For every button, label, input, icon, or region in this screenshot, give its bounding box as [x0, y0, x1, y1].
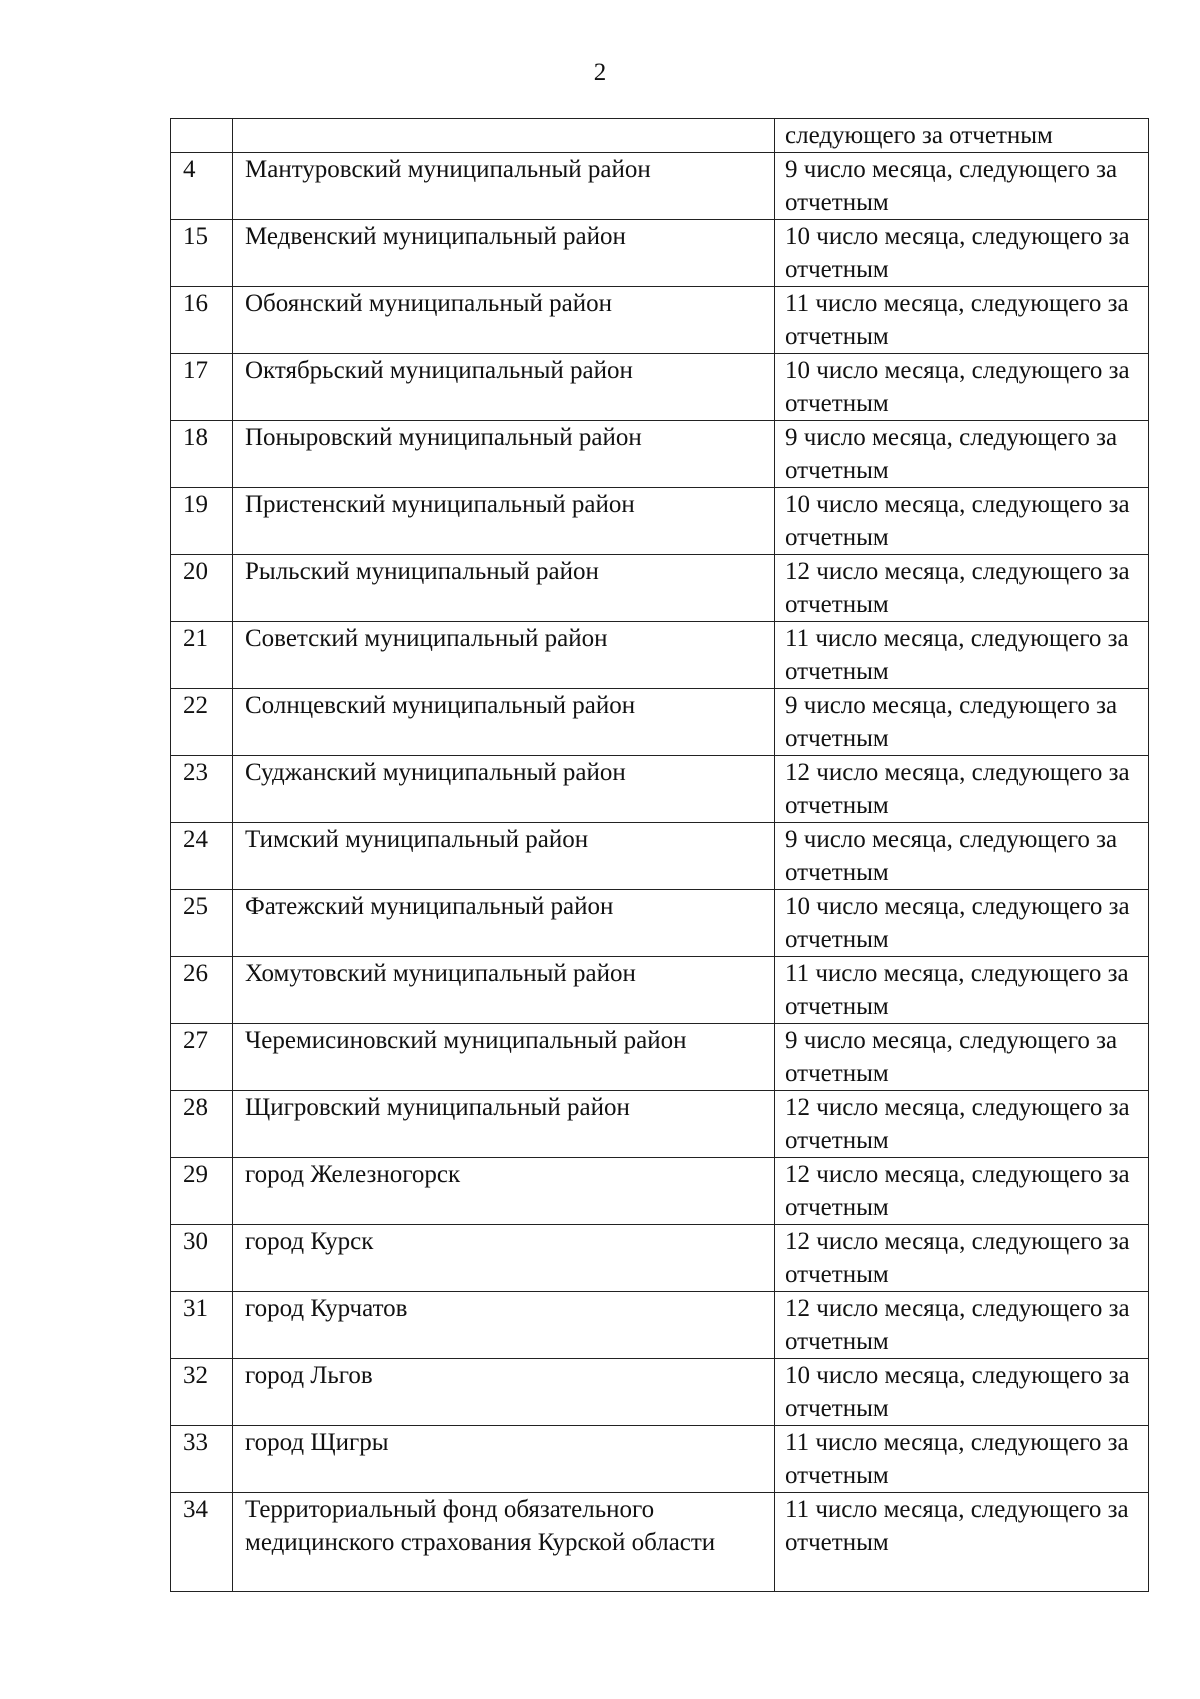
cell-number: 24: [171, 823, 233, 890]
cell-organization: город Курск: [233, 1225, 775, 1292]
cell-deadline: 12 число месяца, следующего за отчетным: [775, 756, 1149, 823]
cell-organization: Поныровский муниципальный район: [233, 421, 775, 488]
cell-deadline: 10 число месяца, следующего за отчетным: [775, 488, 1149, 555]
cell-number: 29: [171, 1158, 233, 1225]
table-row: [171, 287, 1149, 354]
table-row: [171, 756, 1149, 823]
table-body: [171, 119, 1149, 1592]
cell-organization: Фатежский муниципальный район: [233, 890, 775, 957]
table-row: [171, 1225, 1149, 1292]
cell-organization: [233, 119, 775, 153]
cell-deadline: 10 число месяца, следующего за отчетным: [775, 354, 1149, 421]
cell-number: 20: [171, 555, 233, 622]
cell-organization: Обоянский муниципальный район: [233, 287, 775, 354]
reporting-schedule-table: [170, 118, 1149, 1592]
cell-deadline: следующего за отчетным: [775, 119, 1149, 153]
cell-organization: Солнцевский муниципальный район: [233, 689, 775, 756]
cell-deadline: 12 число месяца, следующего за отчетным: [775, 1292, 1149, 1359]
cell-number: 33: [171, 1426, 233, 1493]
cell-organization: Пристенский муниципальный район: [233, 488, 775, 555]
table-row: [171, 421, 1149, 488]
table-row: [171, 354, 1149, 421]
table-row: [171, 622, 1149, 689]
table-row: [171, 1158, 1149, 1225]
cell-deadline: 10 число месяца, следующего за отчетным: [775, 1359, 1149, 1426]
table-row-continuation: [171, 119, 1149, 153]
cell-number: 15: [171, 220, 233, 287]
cell-deadline: 11 число месяца, следующего за отчетным: [775, 287, 1149, 354]
table-row: [171, 1292, 1149, 1359]
table-row: [171, 1426, 1149, 1493]
table-row: [171, 555, 1149, 622]
cell-deadline: 12 число месяца, следующего за отчетным: [775, 555, 1149, 622]
cell-deadline: 12 число месяца, следующего за отчетным: [775, 1158, 1149, 1225]
cell-organization: город Льгов: [233, 1359, 775, 1426]
cell-deadline: 10 число месяца, следующего за отчетным: [775, 220, 1149, 287]
cell-organization: Суджанский муниципальный район: [233, 756, 775, 823]
cell-number: 26: [171, 957, 233, 1024]
cell-number: 23: [171, 756, 233, 823]
cell-deadline: 9 число месяца, следующего за отчетным: [775, 153, 1149, 220]
table-row: [171, 689, 1149, 756]
cell-number: 19: [171, 488, 233, 555]
table-row: [171, 1359, 1149, 1426]
cell-number: 16: [171, 287, 233, 354]
table-row: [171, 823, 1149, 890]
cell-organization: Черемисиновский муниципальный район: [233, 1024, 775, 1091]
cell-organization: Рыльский муниципальный район: [233, 555, 775, 622]
cell-organization: город Железногорск: [233, 1158, 775, 1225]
table-row: [171, 1024, 1149, 1091]
cell-organization: Медвенский муниципальный район: [233, 220, 775, 287]
cell-deadline: 11 число месяца, следующего за отчетным: [775, 1493, 1149, 1592]
cell-number: 31: [171, 1292, 233, 1359]
cell-number: 25: [171, 890, 233, 957]
cell-deadline: 9 число месяца, следующего за отчетным: [775, 689, 1149, 756]
cell-deadline: 12 число месяца, следующего за отчетным: [775, 1091, 1149, 1158]
cell-organization: Советский муниципальный район: [233, 622, 775, 689]
cell-organization: Хомутовский муниципальный район: [233, 957, 775, 1024]
cell-deadline: 11 число месяца, следующего за отчетным: [775, 957, 1149, 1024]
table-row: [171, 488, 1149, 555]
cell-deadline: 9 число месяца, следующего за отчетным: [775, 1024, 1149, 1091]
cell-organization: Мантуровский муниципальный район: [233, 153, 775, 220]
cell-deadline: 12 число месяца, следующего за отчетным: [775, 1225, 1149, 1292]
cell-number: 22: [171, 689, 233, 756]
table-row: [171, 890, 1149, 957]
cell-organization: Тимский муниципальный район: [233, 823, 775, 890]
cell-deadline: 11 число месяца, следующего за отчетным: [775, 622, 1149, 689]
cell-deadline: 11 число месяца, следующего за отчетным: [775, 1426, 1149, 1493]
cell-number: 28: [171, 1091, 233, 1158]
table-row: [171, 1091, 1149, 1158]
table-row: [171, 1493, 1149, 1592]
table-row: [171, 957, 1149, 1024]
cell-number: 18: [171, 421, 233, 488]
cell-number: 17: [171, 354, 233, 421]
cell-organization: город Курчатов: [233, 1292, 775, 1359]
cell-number: 32: [171, 1359, 233, 1426]
cell-number: 4: [171, 153, 233, 220]
cell-deadline: 9 число месяца, следующего за отчетным: [775, 823, 1149, 890]
table-row: [171, 153, 1149, 220]
table-row: [171, 220, 1149, 287]
cell-deadline: 10 число месяца, следующего за отчетным: [775, 890, 1149, 957]
cell-number: 30: [171, 1225, 233, 1292]
page-number: 2: [593, 59, 607, 86]
cell-number: 34: [171, 1493, 233, 1592]
cell-organization: Щигровский муниципальный район: [233, 1091, 775, 1158]
cell-deadline: 9 число месяца, следующего за отчетным: [775, 421, 1149, 488]
cell-number: 21: [171, 622, 233, 689]
cell-number: 27: [171, 1024, 233, 1091]
cell-number: [171, 119, 233, 153]
cell-organization: Территориальный фонд обязательного медицинского страхования Курской области: [233, 1493, 775, 1592]
cell-organization: Октябрьский муниципальный район: [233, 354, 775, 421]
cell-organization: город Щигры: [233, 1426, 775, 1493]
